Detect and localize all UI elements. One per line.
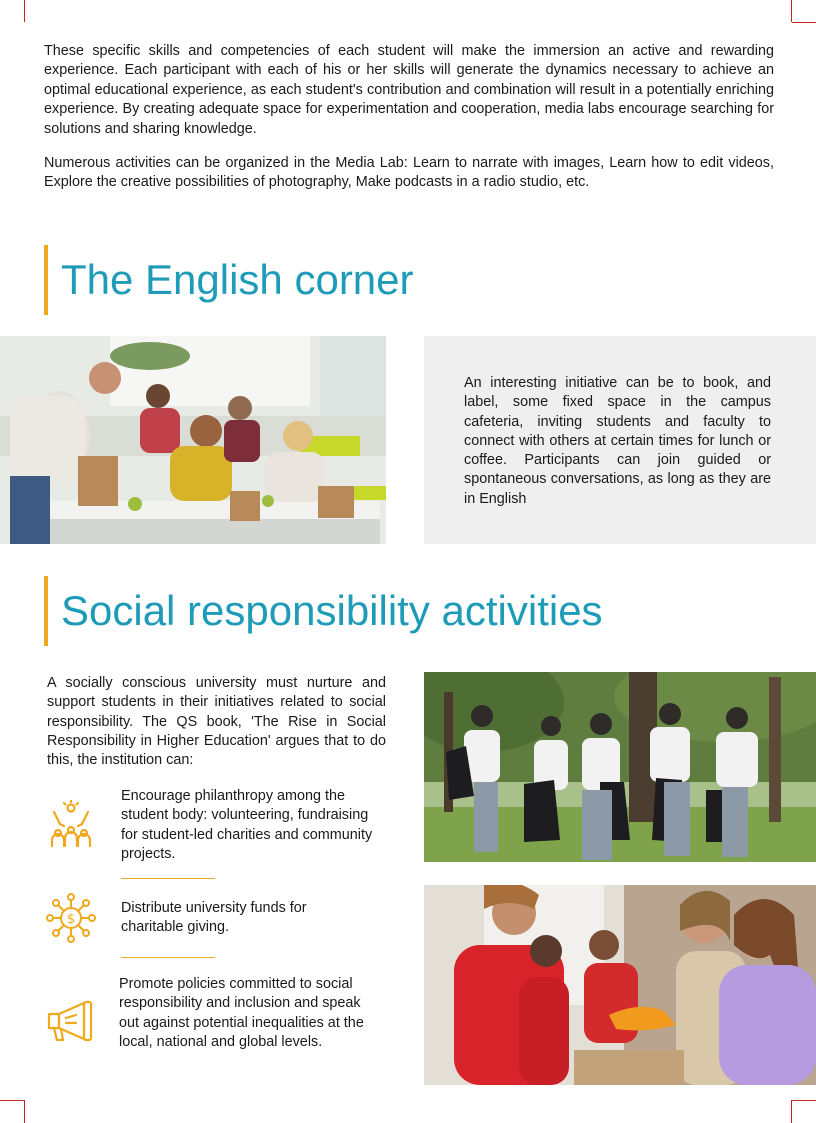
cafeteria-illustration [0,336,386,544]
cafeteria-students-photo [0,336,386,544]
crop-mark-top-right [791,0,816,22]
intro-paragraph-1: These specific skills and competencies of each student will make the immersion an active and rewarding experience. Each participant with each of his or her skills will generate the dynamics necessary to achieve an optimal educational experience, as each student's contribution and combination will result in a potentially enriching experience. By creating adequate space for experimentation and cooperation, media labs encourage searching for solutions and sharing knowledge. [44,43,774,137]
english-corner-panel [424,336,816,544]
svg-text:$: $ [66,912,76,927]
philanthropy-people-icon [46,800,96,850]
social-responsibility-heading: Social responsibility activities [44,576,603,646]
english-corner-text: An interesting initiative can be to book, and label, some fixed space in the campus cafeteria, inviting students and faculty to connect with others at certain times for lunch or coffee. Participants can join guided or spontaneous conversations, as long as they are in English [464,375,771,507]
donation-volunteers-photo [424,885,816,1085]
donation-illustration [424,885,816,1085]
megaphone-icon [46,998,96,1048]
dollar-network-icon [46,893,96,943]
volunteers-park-photo [424,672,816,862]
english-corner-heading: The English corner [44,245,414,315]
crop-mark-top-left [0,0,25,22]
crop-mark-bottom-left [0,1100,25,1123]
item-divider-1 [121,878,215,879]
policies-item-text: Promote policies committed to social responsibility and inclusion and speak out against potential inequalities at the local, national and global levels. [119,976,364,1050]
park-cleanup-illustration [424,672,816,862]
intro-paragraph-2: Numerous activities can be organized in the Media Lab: Learn to narrate with images, Learn how to edit videos, Explore the creative possibilities of photography, Make podcasts in a radio studio, etc. [44,155,774,191]
philanthropy-item-text: Encourage philanthropy among the student body: volunteering, fundraising for student-led charities and community projects. [121,788,373,862]
crop-mark-top-right-horizontal [792,22,816,23]
crop-mark-bottom-right [791,1100,816,1123]
charitable-giving-item-text: Distribute university funds for charitable giving. [121,900,307,936]
social-intro-text: A socially conscious university must nurture and support students in their initiatives related to social responsibility. The QS book, 'The Rise in Social Responsibility in Higher Education' argues that to do this, the institution can: [47,675,386,769]
item-divider-2 [121,957,215,958]
